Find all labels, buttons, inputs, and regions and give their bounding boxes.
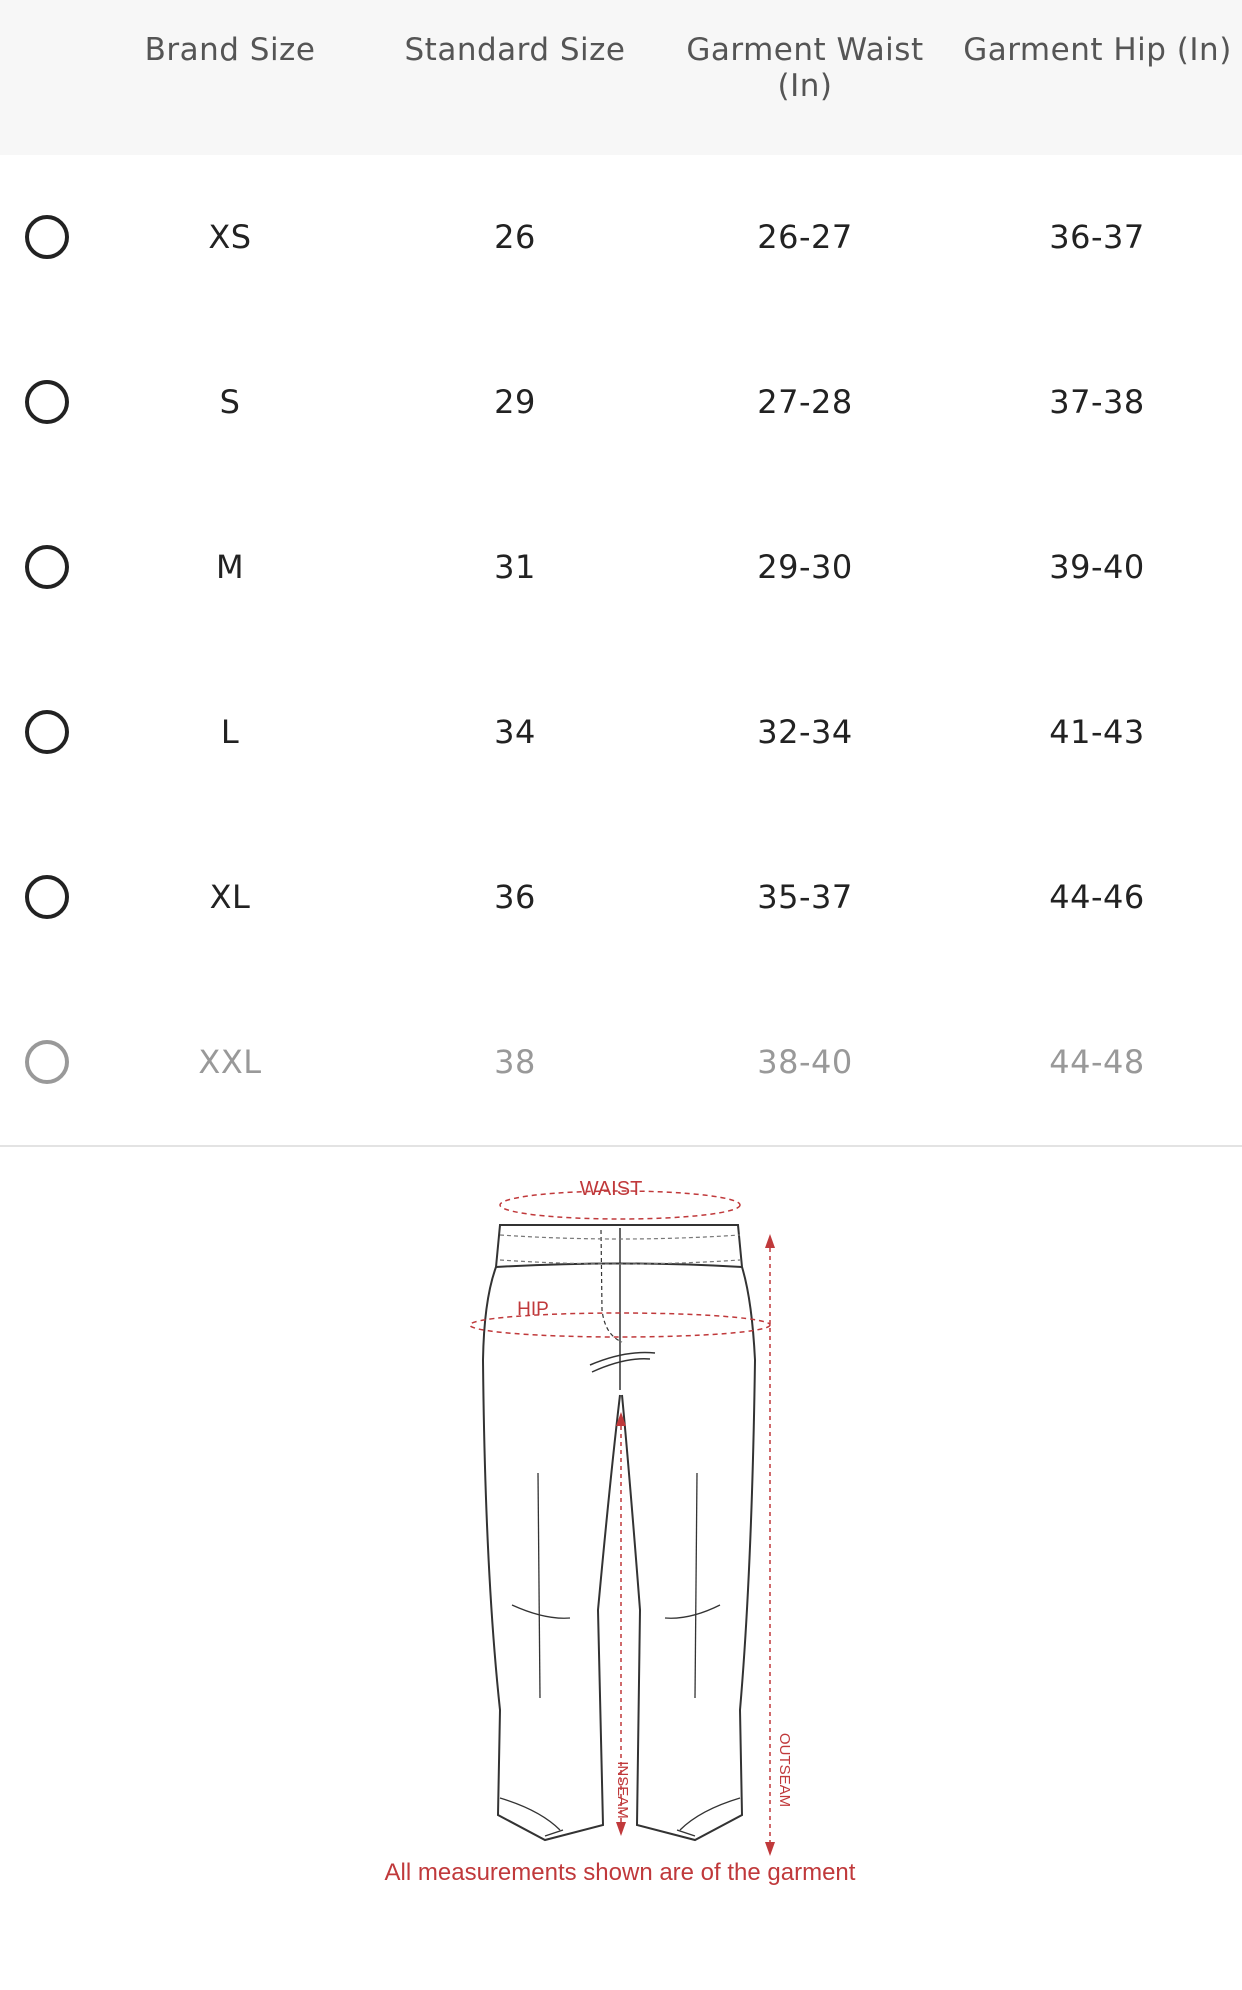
brand-size-cell: XS	[208, 218, 252, 256]
header-garment-hip: Garment Hip (In)	[963, 32, 1232, 68]
waist-label: WAIST	[579, 1178, 643, 1200]
header-brand-size: Brand Size	[144, 32, 316, 68]
header-standard-size: Standard Size	[404, 32, 626, 68]
brand-size-cell: XXL	[198, 1043, 262, 1081]
standard-size-cell: 36	[494, 878, 536, 916]
garment-hip-cell: 41-43	[1049, 713, 1145, 751]
size-radio[interactable]	[25, 875, 69, 919]
size-row-s[interactable]	[0, 320, 1242, 485]
garment-waist-cell: 27-28	[757, 383, 853, 421]
garment-waist-cell: 38-40	[757, 1043, 853, 1081]
size-row-xxl	[0, 980, 1242, 1145]
standard-size-cell: 29	[494, 383, 536, 421]
size-radio[interactable]	[25, 215, 69, 259]
brand-size-cell: M	[215, 548, 245, 586]
size-radio[interactable]	[25, 380, 69, 424]
garment-hip-cell: 37-38	[1049, 383, 1145, 421]
size-row-xl[interactable]	[0, 815, 1242, 980]
standard-size-cell: 38	[494, 1043, 536, 1081]
garment-hip-cell: 36-37	[1049, 218, 1145, 256]
brand-size-cell: S	[219, 383, 241, 421]
size-row-xs[interactable]	[0, 155, 1242, 320]
header-garment-waist-line2: (In)	[777, 68, 833, 104]
table-header	[0, 0, 1242, 155]
brand-size-cell: L	[220, 713, 240, 751]
header-garment-waist	[680, 32, 930, 104]
standard-size-cell: 34	[494, 713, 536, 751]
garment-hip-cell: 44-46	[1049, 878, 1145, 916]
diagram-caption: All measurements shown are of the garment	[384, 1859, 856, 1886]
hip-label: HIP	[517, 1299, 549, 1320]
standard-size-cell: 31	[494, 548, 536, 586]
size-radio[interactable]	[25, 545, 69, 589]
garment-waist-cell: 26-27	[757, 218, 853, 256]
size-radio-disabled	[25, 1040, 69, 1084]
header-garment-waist-line1: Garment Waist	[686, 32, 924, 68]
size-row-m[interactable]	[0, 485, 1242, 650]
measurement-diagram	[0, 1150, 1242, 1910]
standard-size-cell: 26	[494, 218, 536, 256]
size-radio[interactable]	[25, 710, 69, 754]
outseam-label: OUTSEAM	[776, 1732, 793, 1808]
brand-size-cell: XL	[209, 878, 251, 916]
garment-hip-cell: 39-40	[1049, 548, 1145, 586]
size-row-l[interactable]	[0, 650, 1242, 815]
garment-hip-cell: 44-48	[1049, 1043, 1145, 1081]
garment-waist-cell: 29-30	[757, 548, 853, 586]
garment-waist-cell: 32-34	[757, 713, 853, 751]
inseam-label: INSEAM	[614, 1761, 631, 1819]
garment-waist-cell: 35-37	[757, 878, 853, 916]
table-divider	[0, 1145, 1242, 1147]
